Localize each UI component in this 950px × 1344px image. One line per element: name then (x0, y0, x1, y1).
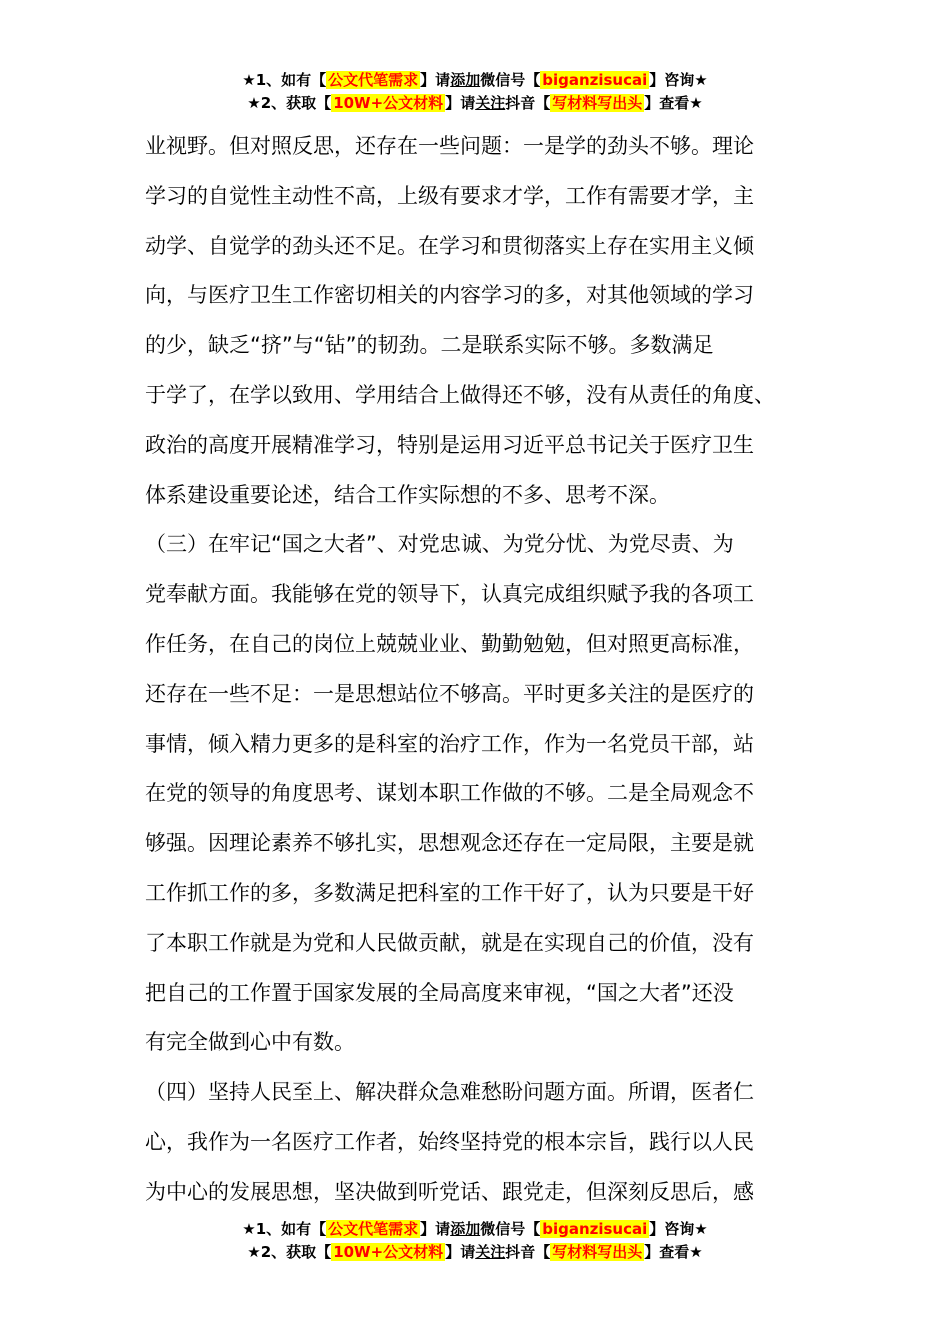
body-line: 向，与医疗卫生工作密切相关的内容学习的多，对其他领域的学习 (145, 283, 754, 308)
banner-text: 】咨询★ (649, 71, 708, 89)
banner-text: 抖音【 (505, 94, 551, 112)
body-line: 在党的领导的角度思考、谋划本职工作做的不够。二是全局观念不 (145, 781, 754, 806)
banner-highlight: 写材料写出头 (552, 1243, 643, 1261)
banner-highlight: 公文代笔需求 (328, 1220, 419, 1238)
banner-text: ★1、如有【 (242, 71, 327, 89)
banner-line-1 (0, 1218, 950, 1241)
banner-line-2 (0, 1241, 950, 1264)
body-line: 了本职工作就是为党和人民做贡献，就是在实现自己的价值，没有 (145, 930, 754, 955)
banner-text: 】请 (445, 1243, 476, 1261)
footer-banner (0, 1218, 950, 1264)
body-line: 动学、自觉学的劲头还不足。在学习和贯彻落实上存在实用主义倾 (145, 233, 754, 258)
banner-highlight: biganzisucai (542, 1220, 648, 1238)
body-line: （三）在牢记“国之大者”、对党忠诚、为党分忧、为党尽责、为 (145, 532, 734, 557)
banner-underline: 添加 (450, 1220, 481, 1238)
banner-text: 微信号【 (480, 71, 541, 89)
banner-highlight: biganzisucai (542, 71, 648, 89)
banner-underline: 关注 (475, 94, 506, 112)
banner-text: ★2、获取【 (247, 1243, 332, 1261)
body-line: 工作抓工作的多，多数满足把科室的工作干好了，认为只要是干好 (145, 880, 754, 905)
body-line: 把自己的工作置于国家发展的全局高度来审视，“国之大者”还没 (145, 980, 734, 1005)
body-line: 为中心的发展思想，坚决做到听党话、跟党走，但深刻反思后，感 (145, 1179, 754, 1204)
banner-text: 】查看★ (644, 1243, 703, 1261)
banner-text: 】咨询★ (649, 1220, 708, 1238)
header-banner (0, 69, 950, 115)
body-line: 政治的高度开展精准学习，特别是运用习近平总书记关于医疗卫生 (145, 432, 754, 457)
body-line: 于学了，在学以致用、学用结合上做得还不够，没有从责任的角度、 (145, 382, 775, 407)
body-line: 够强。因理论素养不够扎实，思想观念还存在一定局限，主要是就 (145, 831, 754, 856)
banner-text: 】查看★ (644, 94, 703, 112)
banner-highlight: 公文代笔需求 (328, 71, 419, 89)
banner-text: 】请 (420, 71, 451, 89)
body-line: 有完全做到心中有数。 (145, 1030, 355, 1055)
banner-text: ★2、获取【 (247, 94, 332, 112)
banner-line-1 (0, 69, 950, 92)
banner-text: 】请 (420, 1220, 451, 1238)
banner-underline: 添加 (450, 71, 481, 89)
banner-underline: 关注 (475, 1243, 506, 1261)
body-line: （四）坚持人民至上、解决群众急难愁盼问题方面。所谓，医者仁 (145, 1080, 754, 1105)
banner-highlight: 写材料写出头 (552, 94, 643, 112)
body-line: 党奉献方面。我能够在党的领导下，认真完成组织赋予我的各项工 (145, 582, 754, 607)
body-line: 作任务，在自己的岗位上兢兢业业、勤勤勉勉，但对照更高标准， (145, 631, 754, 656)
body-line: 事情，倾入精力更多的是科室的治疗工作，作为一名党员干部，站 (145, 731, 754, 756)
body-line: 的少，缺乏“挤”与“钻”的韧劲。二是联系实际不够。多数满足 (145, 333, 714, 358)
banner-text: 】请 (445, 94, 476, 112)
banner-text: 微信号【 (480, 1220, 541, 1238)
body-line: 业视野。但对照反思，还存在一些问题：一是学的劲头不够。理论 (145, 134, 754, 158)
body-line: 体系建设重要论述，结合工作实际想的不多、思考不深。 (145, 482, 670, 507)
banner-highlight: 10W+公文材料 (333, 94, 444, 112)
body-line: 学习的自觉性主动性不高，上级有要求才学，工作有需要才学，主 (145, 183, 754, 208)
body-line: 还存在一些不足：一是思想站位不够高。平时更多关注的是医疗的 (145, 681, 754, 706)
banner-line-2 (0, 92, 950, 115)
banner-text: 抖音【 (505, 1243, 551, 1261)
document-body (145, 122, 825, 1218)
banner-highlight: 10W+公文材料 (333, 1243, 444, 1261)
banner-text: ★1、如有【 (242, 1220, 327, 1238)
body-line: 心，我作为一名医疗工作者，始终坚持党的根本宗旨，践行以人民 (145, 1129, 754, 1154)
